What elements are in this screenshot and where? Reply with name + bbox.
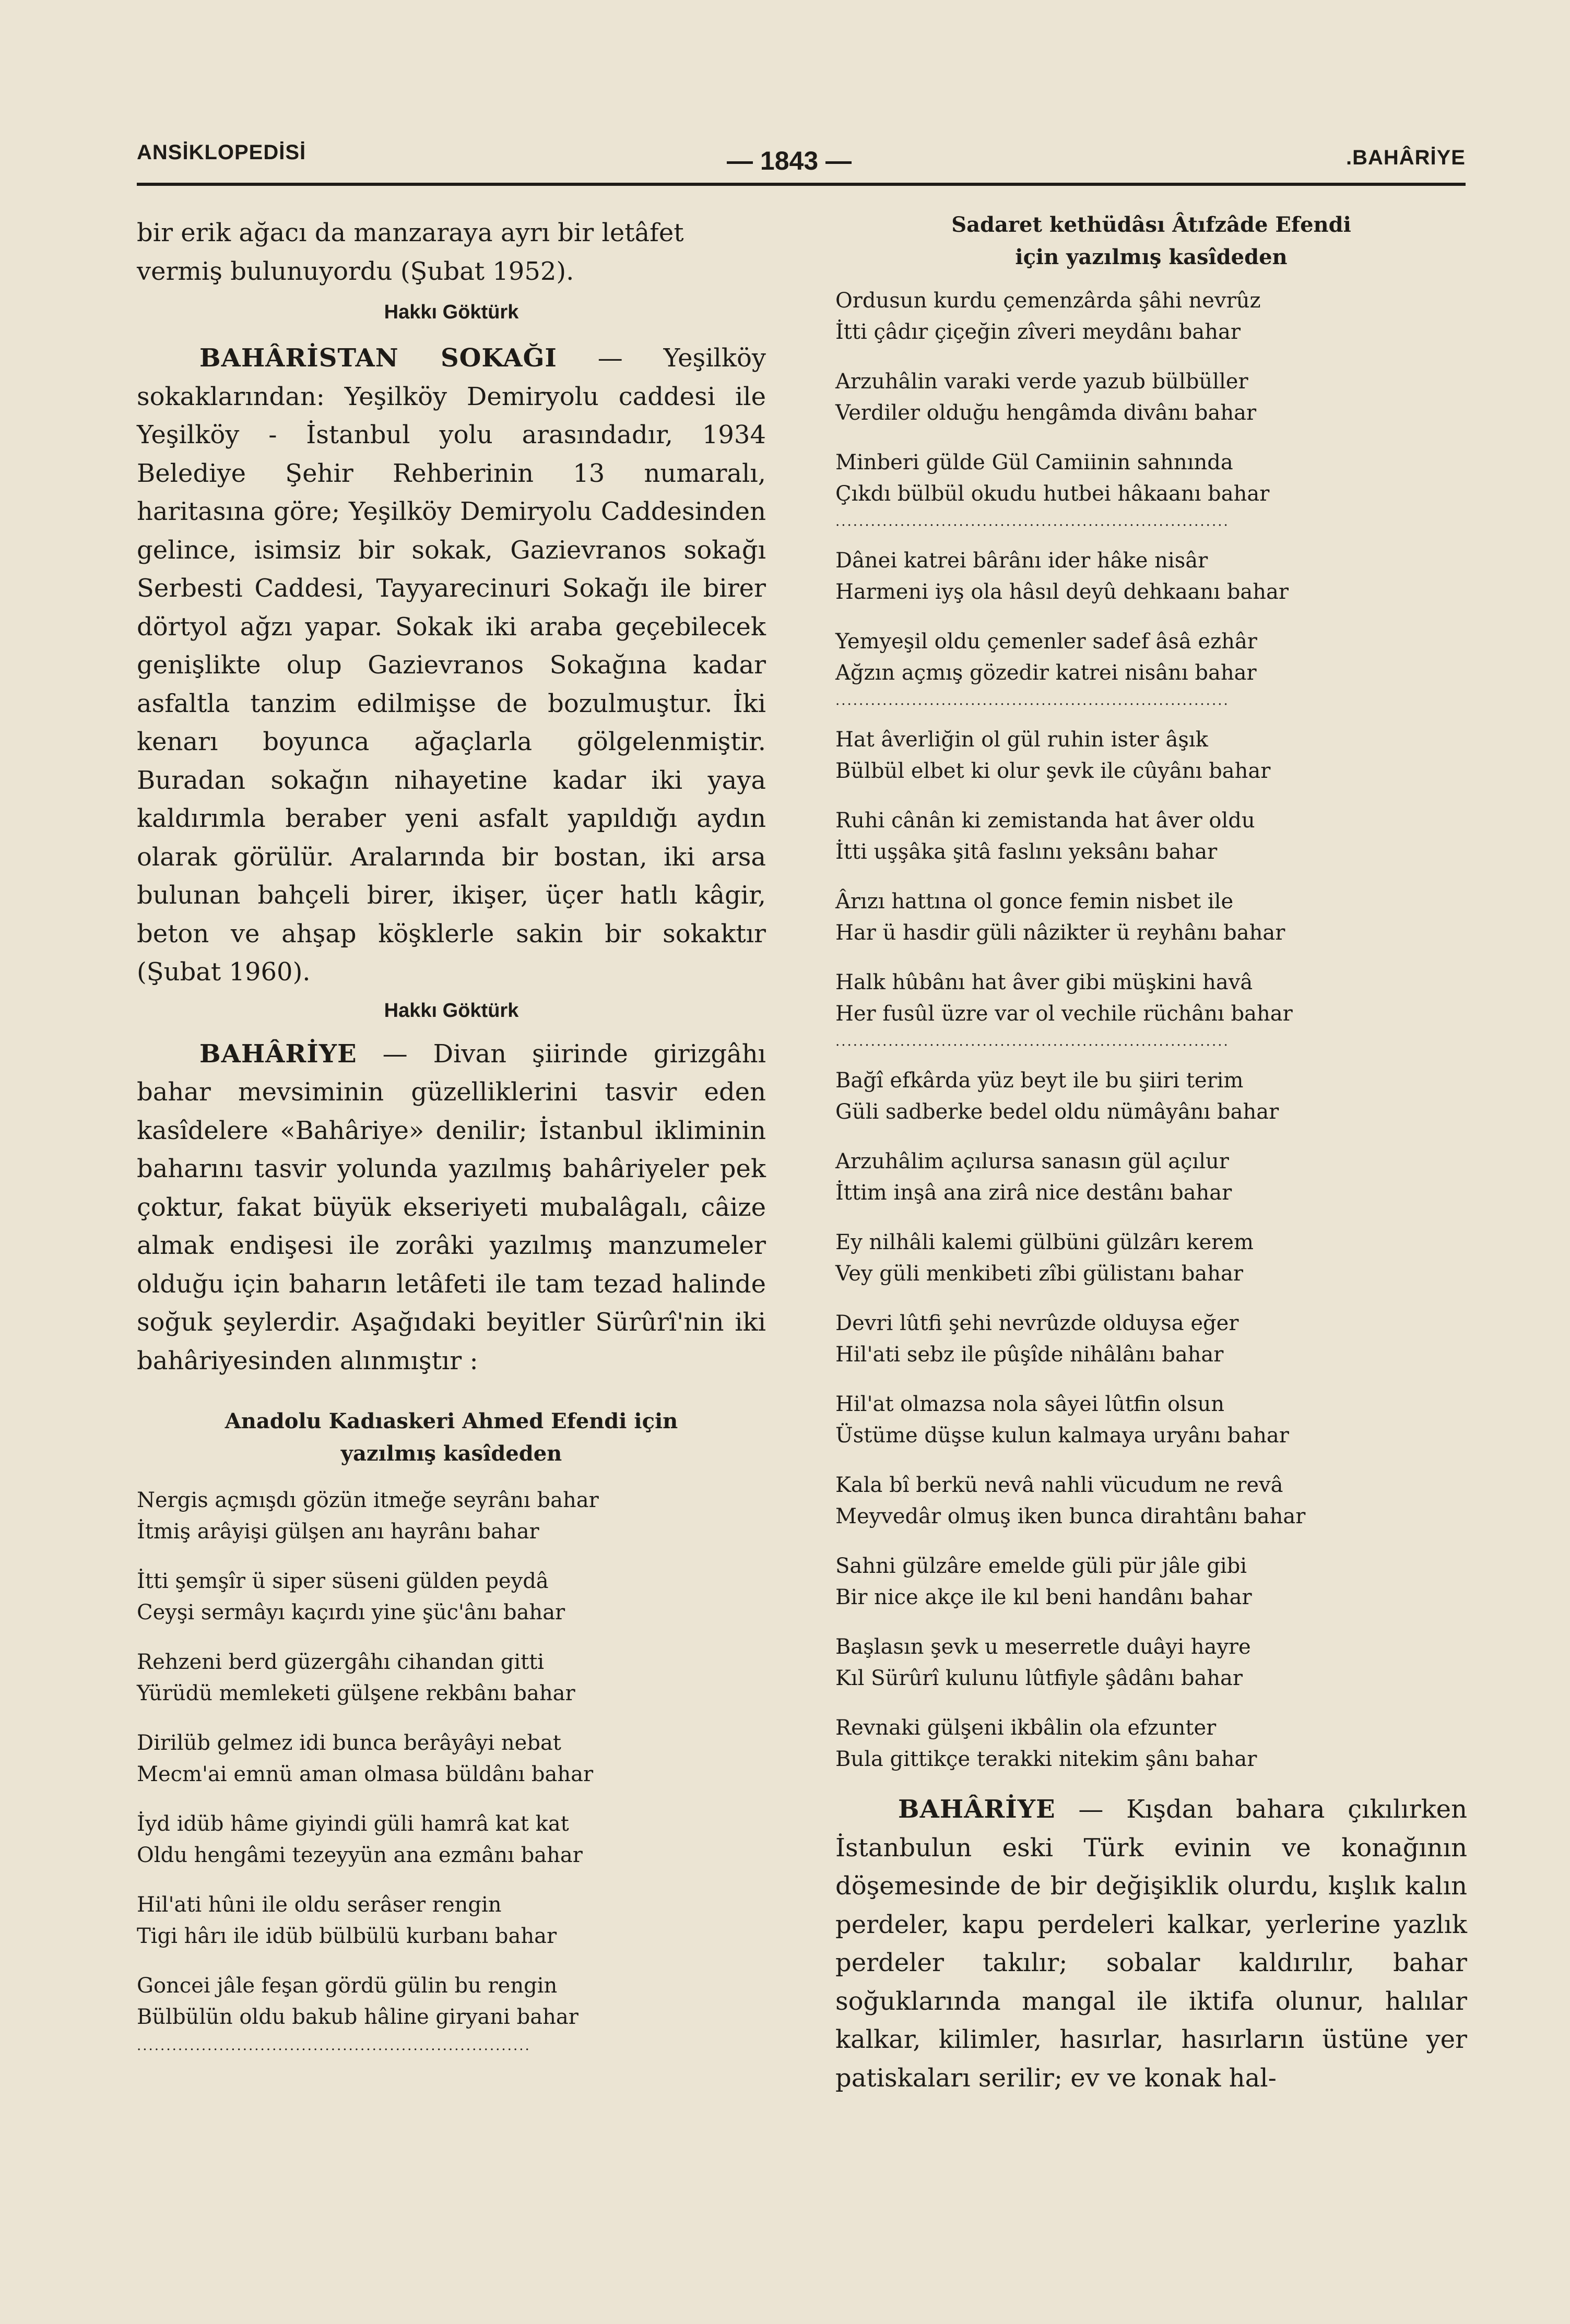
poem-title-line: için yazılmış kasîdeden xyxy=(1015,245,1288,269)
verse-line: İtti şemşîr ü siper süseni gülden peydâ xyxy=(137,1569,549,1593)
couplet xyxy=(835,805,1467,868)
ellipsis-divider: ................................................................... xyxy=(835,1034,1230,1049)
poem-couplets xyxy=(137,1485,766,2054)
verse-line: Üstüme düşse kulun kalmaya uryânı bahar xyxy=(835,1424,1289,1448)
verse-line: Bula gittikçe terakki nitekim şânı bahar xyxy=(835,1747,1257,1771)
poem-heading xyxy=(835,209,1467,274)
couplet xyxy=(835,1469,1467,1532)
couplet xyxy=(835,447,1467,509)
couplet xyxy=(835,626,1467,689)
verse-line: Nergis açmışdı gözün itmeğe seyrânı bahar xyxy=(137,1488,599,1512)
header-rule xyxy=(137,183,1466,186)
verse-line: Vey güli menkibeti zîbi gülistanı bahar xyxy=(835,1262,1243,1286)
poem-title-line: Anadolu Kadıaskeri Ahmed Efendi için xyxy=(225,1409,678,1433)
verse-line: Oldu hengâmi tezeyyün ana ezmânı bahar xyxy=(137,1843,583,1867)
verse-line: Kala bî berkü nevâ nahli vücudum ne revâ xyxy=(835,1473,1283,1497)
verse-line: Tigi hârı ile idüb bülbülü kurbanı bahar xyxy=(137,1924,557,1948)
verse-line: Ağzın açmış gözedir katrei nisânı bahar xyxy=(835,661,1257,685)
verse-line: Hil'at olmazsa nola sâyei lûtfin olsun xyxy=(835,1392,1224,1416)
couplet xyxy=(137,1485,766,1547)
verse-line: İtti uşşâka şitâ faslını yeksânı bahar xyxy=(835,840,1218,864)
author-signature: Hakkı Göktürk xyxy=(384,301,519,323)
verse-line: Yemyeşil oldu çemenler sadef âsâ ezhâr xyxy=(835,630,1257,654)
verse-line: İyd idüb hâme giyindi güli hamrâ kat kat xyxy=(137,1812,569,1836)
couplet xyxy=(835,545,1467,608)
couplet xyxy=(835,967,1467,1029)
verse-line: Mecm'ai emnü aman olmasa büldânı bahar xyxy=(137,1762,594,1786)
couplet xyxy=(835,724,1467,787)
header-running-entry: .BAHÂRİYE xyxy=(1345,146,1466,169)
couplet xyxy=(137,1889,766,1952)
verse-line: Rehzeni berd güzergâhı cihandan gitti xyxy=(137,1650,545,1674)
couplet xyxy=(137,1970,766,2033)
verse-line: Verdiler olduğu hengâmda divânı bahar xyxy=(835,401,1257,425)
verse-line: Harmeni iyş ola hâsıl deyû dehkaanı bahar xyxy=(835,580,1289,604)
couplet xyxy=(835,1146,1467,1208)
ellipsis-divider: ................................................................... xyxy=(835,514,1230,529)
verse-line: Güli sadberke bedel oldu nümâyânı bahar xyxy=(835,1100,1279,1124)
entry-body: — Yeşilköy sokaklarından: Yeşilköy Demiryolu caddesi ile Yeşilköy - İstanbul yolu arasındadır, 1934 Belediye Şehir Rehberinin 13 numaralı, haritasına göre; Yeşilköy Demiryolu Caddesinden gelince, isimsiz bir sokak, Gazievranos sokağı Serbesti Caddesi, Tayyarecinuri Sokağı ile birer dörtyol ağzı yapar. Sokak iki araba geçebilecek genişlikte olup Gazievranos Sokağına kadar asfaltla tanzim edilmişse de bozulmuştur. İki kenarı boyunca ağaçlarla gölgelenmiştir. Buradan sokağın nihayetine kadar iki yaya kaldırımla beraber yeni asfalt yapıldığı aydın olarak görülür. Aralarında bir bostan, iki arsa bulunan bahçeli birer, ikişer, üçer hatlı kâgir, beton ve ahşap köşklerle sakin bir sokaktır (Şubat 1960). xyxy=(137,343,766,987)
verse-line: Ey nilhâli kalemi gülbüni gülzârı kerem xyxy=(835,1230,1254,1254)
verse-line: Ruhi cânân ki zemistanda hat âver oldu xyxy=(835,809,1255,833)
verse-line: İttim inşâ ana zirâ nice destânı bahar xyxy=(835,1181,1232,1205)
verse-line: Başlasın şevk u meserretle duâyi hayre xyxy=(835,1635,1251,1659)
author-signature: Hakkı Göktürk xyxy=(384,999,519,1022)
verse-line: Ordusun kurdu çemenzârda şâhi nevrûz xyxy=(835,289,1261,313)
verse-line: Revnaki gülşeni ikbâlin ola efzunter xyxy=(835,1716,1217,1740)
entry-bahariye-2 xyxy=(835,1791,1467,2097)
verse-line: Sahni gülzâre emelde güli pür jâle gibi xyxy=(835,1554,1247,1578)
page-number: — 1843 — xyxy=(727,146,852,175)
verse-line: Dirilüb gelmez idi bunca berâyâyi nebat xyxy=(137,1731,561,1755)
poem-couplets xyxy=(835,285,1467,1775)
verse-line: Meyvedâr olmuş iken bunca dirahtânı bahar xyxy=(835,1504,1306,1528)
poem-heading xyxy=(137,1405,766,1470)
verse-line: Bülbülün oldu bakub hâline giryani bahar xyxy=(137,2005,579,2029)
verse-line: Ceyşi sermâyı kaçırdı yine şüc'ânı bahar xyxy=(137,1600,565,1625)
couplet xyxy=(835,1227,1467,1289)
poem-title-line: yazılmış kasîdeden xyxy=(340,1441,562,1466)
verse-line: Halk hûbânı hat âver gibi müşkini havâ xyxy=(835,970,1253,994)
entry-headword: BAHÂRİYE xyxy=(199,1039,357,1069)
couplet xyxy=(835,886,1467,948)
couplet xyxy=(835,366,1467,429)
verse-line: Arzuhâlin varaki verde yazub bülbüller xyxy=(835,370,1248,394)
couplet xyxy=(835,1550,1467,1613)
entry-body: — Divan şiirinde girizgâhı bahar mevsiminin güzelliklerini tasvir eden kasîdelere «Bahâriye» denilir; İstanbul ikliminin baharını tasvir yolunda yazılmış bahâriyeler pek çoktur, fakat büyük ekseriyeti mubalâgalı, câize almak endişesi ile zorâki yazılmış manzumeler olduğu için baharın letâfeti ile tam tezad halinde soğuk şeylerdir. Aşağıdaki beyitler Sürûrî'nin iki bahâriyesinden alınmıştır : xyxy=(137,1039,766,1376)
couplet xyxy=(835,1065,1467,1128)
couplet xyxy=(835,1631,1467,1694)
verse-line: Her fusûl üzre var ol vechile rüchânı bahar xyxy=(835,1002,1293,1026)
couplet xyxy=(835,1712,1467,1775)
page-header xyxy=(137,133,1466,185)
verse-line: Yürüdü memleketi gülşene rekbânı bahar xyxy=(137,1681,575,1705)
entry-baharistan-sokagi xyxy=(137,339,766,992)
couplet xyxy=(835,285,1467,348)
verse-line: İtmiş arâyişi gülşen anı hayrânı bahar xyxy=(137,1520,539,1544)
couplet xyxy=(137,1727,766,1790)
intro-line: bir erik ağacı da manzaraya ayrı bir letâfet xyxy=(137,218,684,247)
ellipsis-divider: ................................................................... xyxy=(835,693,1230,708)
verse-line: Bir nice akçe ile kıl beni handânı bahar xyxy=(835,1585,1252,1609)
couplet xyxy=(137,1646,766,1709)
couplet xyxy=(835,1308,1467,1370)
verse-line: İtti çâdır çiçeğin zîveri meydânı bahar xyxy=(835,320,1241,344)
verse-line: Çıkdı bülbül okudu hutbei hâkaanı bahar xyxy=(835,482,1270,506)
verse-line: Bağî efkârda yüz beyt ile bu şiiri terim xyxy=(835,1069,1244,1093)
couplet xyxy=(137,1566,766,1628)
right-column xyxy=(835,209,1467,2097)
verse-line: Hat âverliğin ol gül ruhin ister âşık xyxy=(835,728,1208,752)
verse-line: Arzuhâlim açılursa sanasın gül açılur xyxy=(835,1149,1229,1173)
couplet xyxy=(137,1808,766,1871)
ellipsis-divider: ................................................................... xyxy=(137,2038,531,2054)
verse-line: Har ü hasdir güli nâzikter ü reyhânı bahar xyxy=(835,921,1285,945)
verse-line: Hil'ati sebz ile pûşîde nihâlânı bahar xyxy=(835,1343,1224,1367)
couplet xyxy=(835,1389,1467,1451)
verse-line: Minberi gülde Gül Camiinin sahnında xyxy=(835,450,1233,475)
intro-line: vermiş bulunuyordu (Şubat 1952). xyxy=(137,256,574,286)
intro-paragraph xyxy=(137,214,766,291)
left-column xyxy=(137,209,766,2054)
verse-line: Hil'ati hûni ile oldu serâser rengin xyxy=(137,1893,502,1917)
entry-body: — Kışdan bahara çıkılırken İstanbulun eski Türk evinin ve konağının döşemesinde de bir değişiklik olurdu, kışlık kalın perdeler, kapu perdeleri kalkar, yerlerine yazlık perdeler takılır; sobalar kaldırılır, bahar soğuklarında mangal ile iktifa olunur, halılar kalkar, kilimler, hasırlar, hasırların üstüne yer patiskaları serilir; ev ve konak hal- xyxy=(835,1795,1467,2093)
entry-bahariye-1 xyxy=(137,1035,766,1381)
verse-line: Dânei katrei bârânı ider hâke nisâr xyxy=(835,549,1208,573)
verse-line: Bülbül elbet ki olur şevk ile cûyânı bahar xyxy=(835,759,1271,783)
header-encyclopedia-title: ANSİKLOPEDİSİ xyxy=(137,141,306,164)
verse-line: Devri lûtfi şehi nevrûzde olduysa eğer xyxy=(835,1311,1239,1335)
poem-title-line: Sadaret kethüdâsı Âtıfzâde Efendi xyxy=(951,212,1351,237)
entry-headword: BAHÂRİYE xyxy=(898,1795,1056,1824)
entry-headword: BAHÂRİSTAN SOKAĞI xyxy=(199,343,557,373)
verse-line: Ârızı hattına ol gonce femin nisbet ile xyxy=(835,890,1234,914)
verse-line: Kıl Sürûrî kulunu lûtfiyle şâdânı bahar xyxy=(835,1666,1243,1690)
verse-line: Goncei jâle feşan gördü gülin bu rengin xyxy=(137,1974,558,1998)
